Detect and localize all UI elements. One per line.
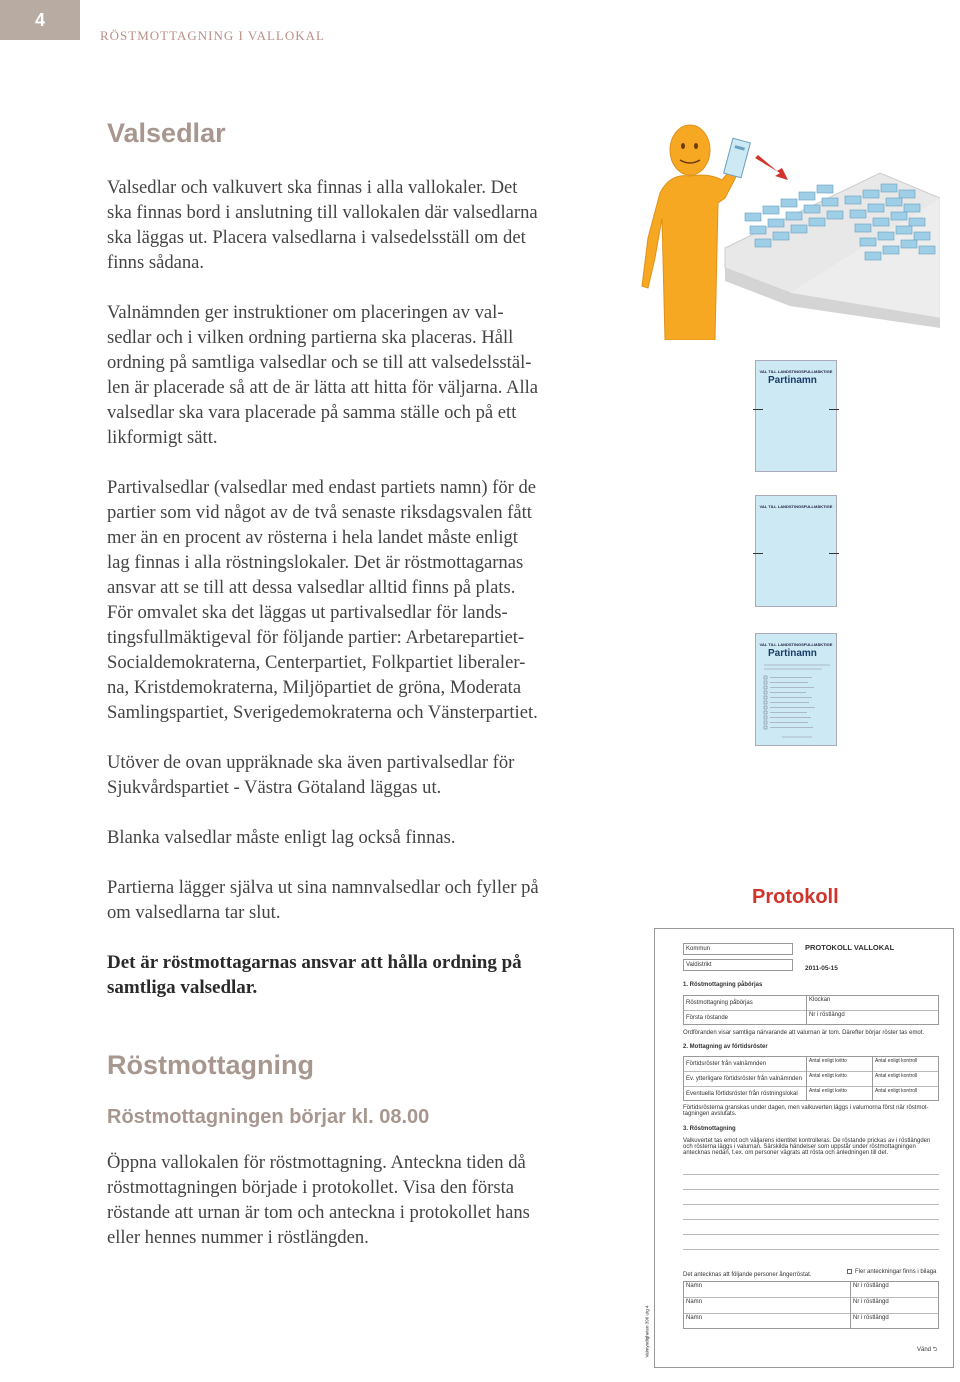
field-kommun[interactable]: Kommun <box>683 943 793 955</box>
angerrostat-table: Namn Namn Namn Nr i röstlängd Nr i röstlängd Nr i röstlängd <box>683 1281 939 1329</box>
paragraph-3: Partivalsedlar (valsedlar med endast partiets namn) för de partier som vid något av de två senaste riksdagsvalen fått mer än en procent av rösterna i hela landet måste enligt lag finnas i alla röstningslokaler. Det är röstmottagarnas ansvar att se till att dessa valsedlar alltid finns på plats. För omvalet ska det läggas ut partivalsedlar för lands- tingsfullmäktigeval för följande partier: Arbetarepartiet- Socialdemokraterna, Centerpartiet, Folkpartiet liberaler- na, Kristdemokraterna, Miljöpartiet de gröna, Moderata Samlingspartiet, Sverigedemokraterna och Vänsterpartiet. <box>107 477 538 723</box>
page-number: 4 <box>0 0 80 40</box>
running-head: RÖSTMOTTAGNING I VALLOKAL <box>100 28 325 43</box>
section-3-note: Valkuvertet tas emot och väljarens identitet kontrolleras. De röstande prickas av i röstlängden och rösterna läggs i valurnan. Särskilda händelser som uppstår under röstmottagningen antecknas nedan, t.ex. om personer vägrats att rösta och anledningen till det. <box>683 1138 931 1156</box>
ballot-blank: VAL TILL LANDSTINGSFULLMÄKTIGE <box>755 495 837 607</box>
paragraph-2: Valnämnden ger instruktioner om placeringen av val- sedlar och i vilken ordning partierna ska placeras. Håll ordning på samtliga valsedlar och se till att valsedelsstäl- len är placerade så att de är lätta att hitta för väljarna. Alla valsedlar ska vara placerade på samma ställe och på ett likformigt sätt. <box>107 302 539 448</box>
paragraph-6: Partierna lägger själva ut sina namnvalsedlar och fyller på om valsedlarna tar slut. <box>107 877 539 923</box>
paragraph-rostmottagning: Öppna vallokalen för röstmottagning. Anteckna tiden då röstmottagningen började i protokollet. Visa den första röstande att urnan är tom och anteckna i protokollet hans eller hennes nummer i röstlängden. <box>107 1152 530 1248</box>
side-text: Valmyndigheten 396 utg 4 <box>644 1305 650 1358</box>
section-1-note: Ordföranden visar samtliga närvarande att valurnan är tom. Därefter börjar röster tas emot. <box>683 1030 925 1036</box>
heading-rostmottagning: Röstmottagning <box>107 1050 314 1080</box>
ballot-partinamn-list: VAL TILL LANDSTINGSFULLMÄKTIGE Partinamn <box>755 633 837 746</box>
vand-label: Vänd ⮌ <box>917 1347 938 1353</box>
section-2-title: 2. Mottagning av förtidsröster <box>683 1044 768 1050</box>
subheading-start-time: Röstmottagningen börjar kl. 08.00 <box>107 1106 430 1128</box>
heading-valsedlar: Valsedlar <box>107 118 226 148</box>
ballot-partinamn-1: VAL TILL LANDSTINGSFULLMÄKTIGE Partinamn <box>755 360 837 472</box>
ballot-stand-illustration <box>640 118 940 340</box>
paragraph-5: Blanka valsedlar måste enligt lag också finnas. <box>107 827 456 848</box>
extra-notes-checkbox[interactable]: Fler anteckningar finns i bilaga <box>847 1269 936 1275</box>
field-valdistrikt[interactable]: Valdistrikt <box>683 959 793 971</box>
form-date: 2011-05-15 <box>805 965 838 972</box>
form-title: PROTOKOLL VALLOKAL <box>805 943 895 952</box>
paragraph-1: Valsedlar och valkuvert ska finnas i alla vallokaler. Det ska finnas bord i anslutning till vallokalen där valsedlarna ska läggas ut. Placera valsedlarna i valsedelsställ om det finns sådana. <box>107 177 538 273</box>
section-2-note: Förtidsrösterna granskas under dagen, men valkuverten läggs i valurnorna först när röstmot- tagningen avslutats. <box>683 1105 929 1117</box>
section-1-title: 1. Röstmottagning påbörjas <box>683 982 763 988</box>
bold-statement: Det är röstmottagarnas ansvar att hålla ordning på samtliga valsedlar. <box>107 952 522 998</box>
protokoll-title: Protokoll <box>752 886 839 908</box>
paragraph-4: Utöver de ovan uppräknade ska även partivalsedlar för Sjukvårdspartiet - Västra Götaland läggas ut. <box>107 752 515 798</box>
angerrostat-label: Det antecknas att följande personer ångerröstat. <box>683 1272 812 1278</box>
section-3-title: 3. Röstmottagning <box>683 1126 736 1132</box>
section-2-table: Förtidsröster från valnämnden Ev. ytterligare förtidsröster från valnämnden Eventuella förtidsröster från röstningslokal Antal enligt kvitto Antal enligt kontroll Antal enligt kvitto Antal enligt kontroll Antal enligt kvitto Antal enligt kontroll <box>683 1056 939 1101</box>
section-1-table: Röstmottagning påbörjas Klockan Första röstande Nr i röstlängd <box>683 995 939 1025</box>
protokoll-form <box>644 928 954 1368</box>
